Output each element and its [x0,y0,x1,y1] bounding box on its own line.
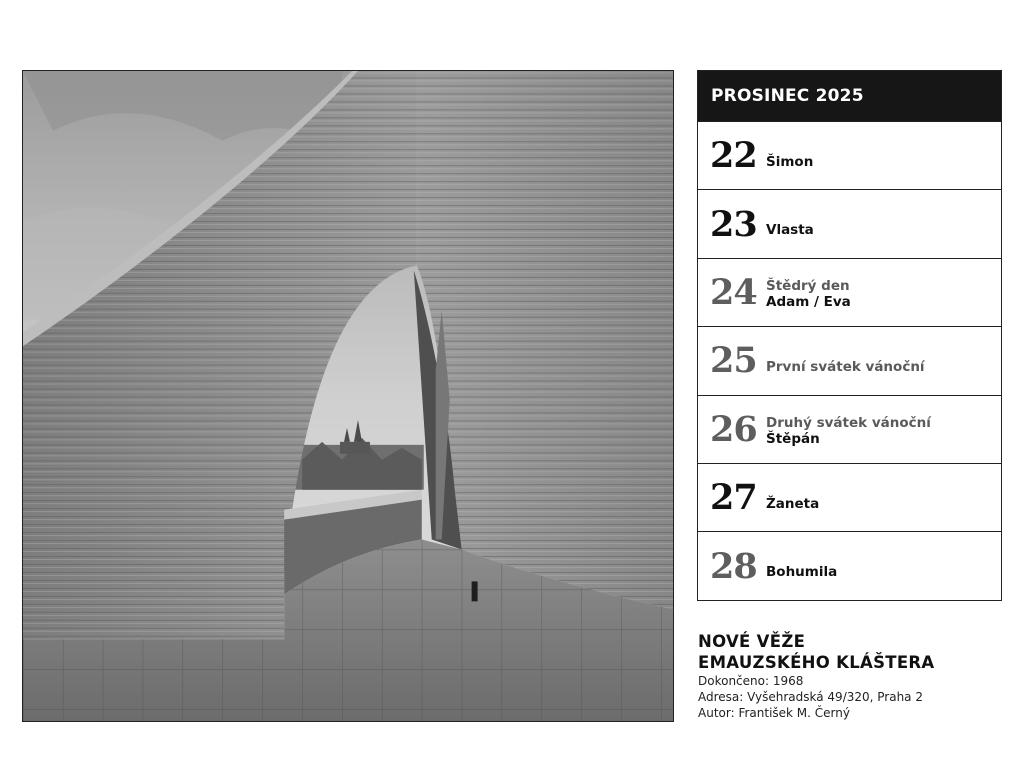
building-caption [698,631,1008,721]
day-number: 28 [710,545,757,587]
day-text [766,347,925,375]
calendar-month-header: PROSINEC 2025 [698,71,1001,121]
day-nameday: Žaneta [766,495,820,512]
day-holiday: První svátek vánoční [766,358,925,375]
day-nameday: Bohumila [766,564,838,581]
calendar-day-row [698,121,1001,189]
day-holiday: Druhý svátek vánoční [766,415,931,432]
building-author: Autor: František M. Černý [698,706,850,720]
photo-illustration [23,71,673,721]
day-number: 23 [710,203,757,245]
day-number: 26 [710,408,757,450]
calendar-day-row [698,531,1001,599]
day-number: 22 [710,135,757,177]
day-number: 27 [710,477,757,519]
calendar-day-row [698,326,1001,394]
calendar-day-row [698,395,1001,463]
day-nameday: Štěpán [766,431,820,448]
day-nameday: Vlasta [766,222,814,239]
day-holiday: Štědrý den [766,278,850,295]
building-title-line1: NOVÉ VĚŽE [698,632,806,651]
day-text [766,210,814,238]
building-title-line2: EMAUZSKÉHO KLÁŠTERA [698,653,935,672]
day-text [766,484,819,512]
day-number: 25 [710,340,757,382]
photo-emauzy-towers [22,70,674,722]
building-completed: Dokončeno: 1968 [698,674,804,688]
day-text [766,552,837,580]
calendar-day-row [698,189,1001,257]
day-nameday: Šimon [766,153,814,170]
day-text [766,142,813,170]
calendar-day-row [698,258,1001,326]
building-address: Adresa: Vyšehradská 49/320, Praha 2 [698,690,923,704]
day-nameday: Adam / Eva [766,294,851,311]
day-text [766,411,931,447]
calendar-day-list [698,121,1001,600]
day-text [766,274,851,310]
calendar-day-row [698,463,1001,531]
calendar-week [697,70,1002,601]
day-number: 24 [710,271,757,313]
